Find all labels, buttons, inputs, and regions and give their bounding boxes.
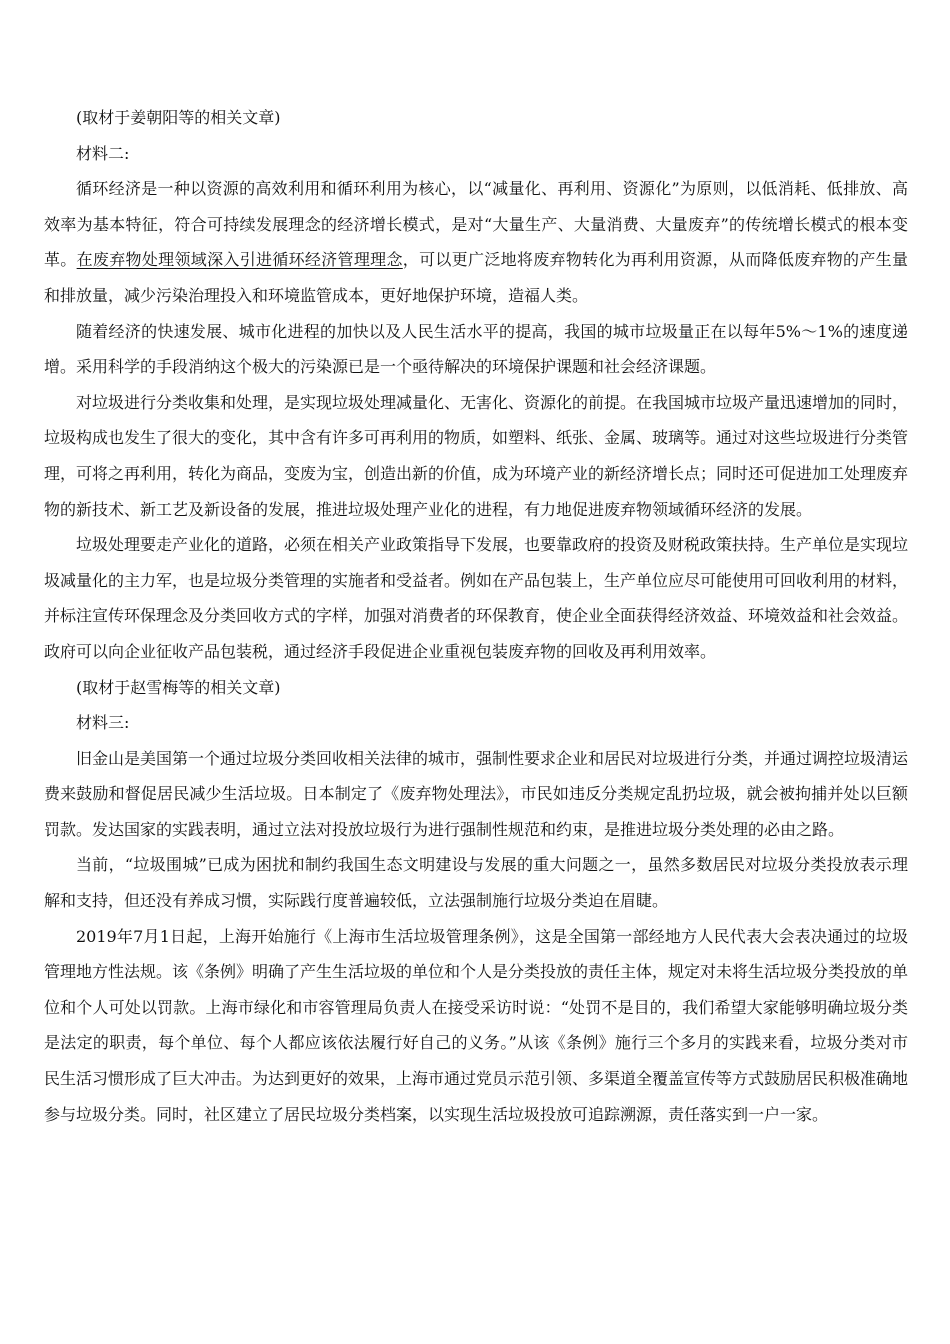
material-2-paragraph-1 bbox=[44, 171, 908, 313]
citation-2: (取材于赵雪梅等的相关文章) bbox=[76, 677, 281, 697]
material-2-paragraph-2: 随着经济的快速发展、城市化进程的加快以及人民生活水平的提高，我国的城市垃圾量正在以每年5%～1%的速度递增。采用科学的手段消纳这个极大的污染源已是一个亟待解决的环境保护课题和社会经济课题。 bbox=[44, 321, 908, 377]
paragraph-text: 循环经济是一种以资源的高效利用和循环利用为核心，以“减量化、再利用、资源化”为原则，以低消耗、低排放、高效率为基本特征，符合可持续发展理念的经济增长模式，是对“大量生产、大量消费、大量废弃”的传统增长模式的根本变革。 bbox=[44, 179, 908, 270]
material-3-paragraph-2: 当前，“垃圾围城”已成为困扰和制约我国生态文明建设与发展的重大问题之一，虽然多数居民对垃圾分类投放表示理解和支持，但还没有养成习惯，实际践行度普遍较低，立法强制施行垃圾分类迫在眉睫。 bbox=[44, 855, 908, 911]
material-3-heading: 材料三: bbox=[76, 713, 130, 733]
material-3-paragraph-1: 旧金山是美国第一个通过垃圾分类回收相关法律的城市，强制性要求企业和居民对垃圾进行分类，并通过调控垃圾清运费来鼓励和督促居民减少生活垃圾。日本制定了《废弃物处理法》，市民如违反分类规定乱扔垃圾，就会被拘捕并处以巨额罚款。发达国家的实践表明，通过立法对投放垃圾行为进行强制性规范和约束，是推进垃圾分类处理的必由之路。 bbox=[44, 748, 909, 839]
material-2-heading: 材料二: bbox=[76, 143, 130, 163]
material-2-paragraph-3: 对垃圾进行分类收集和处理，是实现垃圾处理减量化、无害化、资源化的前提。在我国城市垃圾产量迅速增加的同时，垃圾构成也发生了很大的变化，其中含有许多可再利用的物质，如塑料、纸张、金属、玻璃等。通过对这些垃圾进行分类管理，可将之再利用，转化为商品，变废为宝，创造出新的价值，成为环境产业的新经济增长点；同时还可促进加工处理废弃物的新技术、新工艺及新设备的发展，推进垃圾处理产业化的进程，有力地促进废弃物领域循环经济的发展。 bbox=[44, 392, 909, 519]
underlined-sentence: 在废弃物处理领域深入引进循环经济管理理念 bbox=[76, 250, 403, 270]
paragraph-text: ，可以更广泛地将废弃物转化为再利用资源，从而降低废弃物的产生量和排放量，减少污染治理投入和环境监管成本，更好地保护环境，造福人类。 bbox=[44, 250, 908, 305]
document-body bbox=[44, 100, 908, 1132]
citation-1: (取材于姜朝阳等的相关文章) bbox=[76, 108, 281, 127]
material-2-paragraph-4: 垃圾处理要走产业化的道路，必须在相关产业政策指导下发展，也要靠政府的投资及财税政策扶持。生产单位是实现垃圾减量化的主力军，也是垃圾分类管理的实施者和受益者。例如在产品包装上，生产单位应尽可能使用可回收利用的材料，并标注宣传环保理念及分类回收方式的字样，加强对消费者的环保教育，使企业全面获得经济效益、环境效益和社会效益。政府可以向企业征收产品包装税，通过经济手段促进企业重视包装废弃物的回收及再利用效率。 bbox=[44, 535, 909, 661]
material-3-paragraph-3: 2019年7月1日起，上海开始施行《上海市生活垃圾管理条例》，这是全国第一部经地方人民代表大会表决通过的垃圾管理地方性法规。该《条例》明确了产生生活垃圾的单位和个人是分类投放的责任主体，规定对未将生活垃圾分类投放的单位和个人可处以罚款。上海市绿化和市容管理局负责人在接受采访时说：“处罚不是目的，我们希望大家能够明确垃圾分类是法定的职责，每个单位、每个人都应该依法履行好自己的义务。”从该《条例》施行三个多月的实践来看，垃圾分类对市民生活习惯形成了巨大冲击。为达到更好的效果，上海市通过党员示范引领、多渠道全覆盖宣传等方式鼓励居民积极准确地参与垃圾分类。同时，社区建立了居民垃圾分类档案，以实现生活垃圾投放可追踪溯源，责任落实到一户一家。 bbox=[44, 926, 909, 1124]
